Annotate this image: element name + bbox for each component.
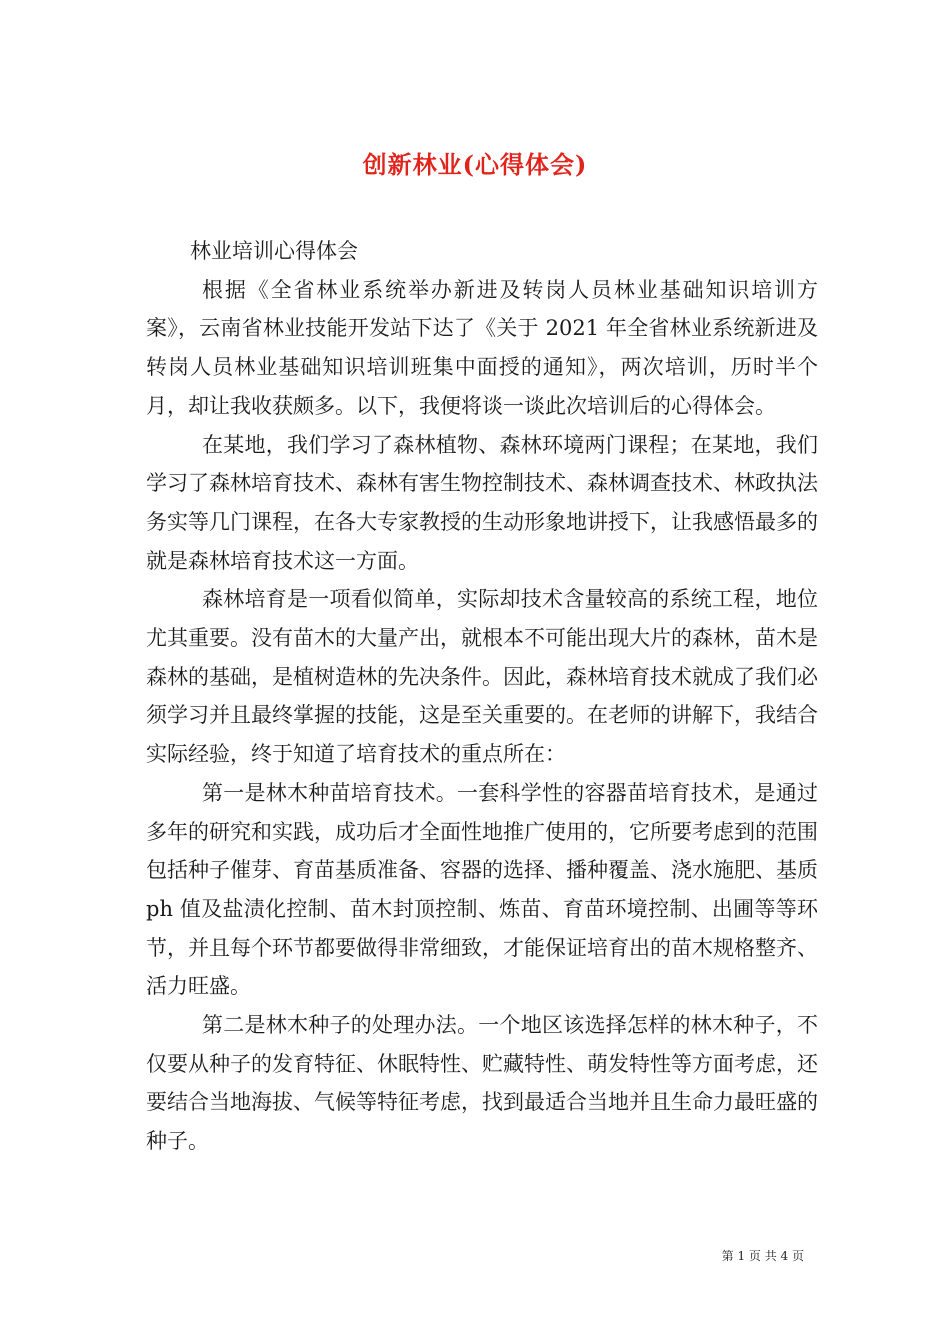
paragraph: 森林培育是一项看似简单，实际却技术含量较高的系统工程，地位尤其重要。没有苗木的大量产出，就根本不可能出现大片的森林，苗木是森林的基础，是植树造林的先决条件。因此，森林培育技术就成了我们必须学习并且最终掌握的技能，这是至关重要的。在老师的讲解下，我结合实际经验，终于知道了培育技术的重点所在：: [146, 587, 818, 767]
paragraph: 第二是林木种子的处理办法。一个地区该选择怎样的林木种子，不仅要从种子的发育特征、休眠特性、贮藏特性、萌发特性等方面考虑，还要结合当地海拔、气候等特征考虑，找到最适合当地并且生命力最旺盛的种子。: [146, 1013, 818, 1154]
paragraph: 在某地，我们学习了森林植物、森林环境两门课程；在某地，我们学习了森林培育技术、森林有害生物控制技术、森林调查技术、林政执法务实等几门课程，在各大专家教授的生动形象地讲授下，让我感悟最多的就是森林培育技术这一方面。: [146, 432, 818, 573]
page-number: 第 1 页 共 4 页: [721, 1249, 804, 1263]
document-title: 创新林业(心得体会): [362, 150, 588, 180]
paragraph: 根据《全省林业系统举办新进及转岗人员林业基础知识培训方案》，云南省林业技能开发站下达了《关于 2021 年全省林业系统新进及转岗人员林业基础知识培训班集中面授的通知》，两次培训，历时半个月，却让我收获颇多。以下，我便将谈一谈此次培训后的心得体会。: [146, 277, 818, 418]
document-body: [146, 232, 818, 1161]
document-subtitle: 林业培训心得体会: [190, 239, 358, 263]
paragraph: 第一是林木种苗培育技术。一套科学性的容器苗培育技术，是通过多年的研究和实践，成功后才全面性地推广使用的，它所要考虑到的范围包括种子催芽、育苗基质准备、容器的选择、播种覆盖、浇水施肥、基质 ph 值及盐渍化控制、苗木封顶控制、炼苗、育苗环境控制、出圃等等环节，并且每个环节都要做得非常细致，才能保证培育出的苗木规格整齐、活力旺盛。: [146, 780, 818, 999]
